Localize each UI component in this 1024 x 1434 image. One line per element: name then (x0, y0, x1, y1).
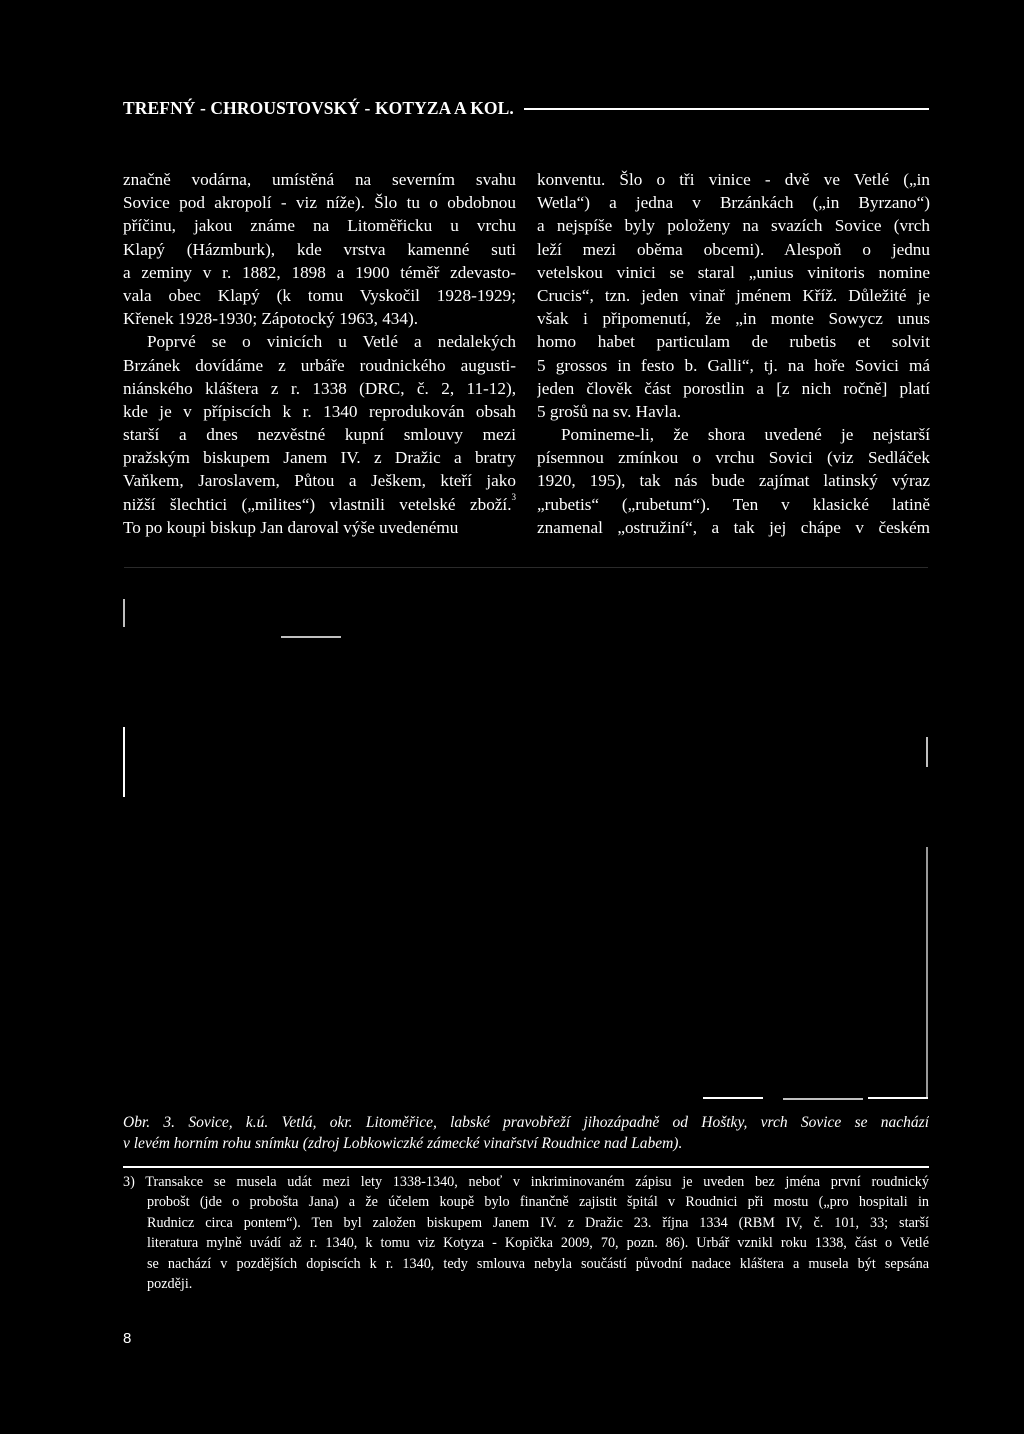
left-line: starší a dnes nezvěstné kupní smlouvy mezi (123, 425, 516, 445)
left-line: příčinu, jakou známe na Litoměřicku u vrchu (123, 216, 516, 236)
right-line: konventu. Šlo o tři vinice - dvě ve Vetlé („in (537, 170, 930, 189)
right-line: znamenal „ostružiní“, a tak jej chápe v českém (537, 517, 930, 537)
right-line: 5 grossos in festo b. Galli“, tj. na hoře Sovici má (537, 355, 930, 375)
right-line: vetelskou vinici se staral „unius vinitoris nomine (537, 262, 930, 282)
footnote-rule (123, 1166, 929, 1168)
right-line: písemnou zmínkou o vrchu Sovici (viz Sedláček (537, 448, 930, 468)
left-line: kde je v přípiscích k r. 1340 reprodukován obsah (123, 401, 516, 421)
footnote-line: 3) Transakce se musela udát mezi lety 1338-1340, neboť v inkriminovaném zápisu je uveden bez jména první roudnický (123, 1174, 929, 1190)
right-line: leží mezi oběma obcemi). Alespoň o jednu (537, 239, 930, 259)
caption-line: v levém horním rohu snímku (zdroj Lobkowiczké zámecké vinařství Roudnice nad Labem). (123, 1135, 683, 1152)
footnote-line: se nachází v pozdějších dopiscích k r. 1340, tedy smlouva nebyla součástí původní nadace kláštera a musela být sepsána (147, 1255, 929, 1272)
footnote-reference[interactable]: 3 (511, 492, 516, 502)
left-line: Klapý (Házmburk), kde vrstva kamenné suti (123, 239, 516, 259)
right-column (537, 168, 930, 539)
right-line: však i připomenutí, že „in monte Sowycz unus (537, 309, 930, 329)
left-line: niánského kláštera z r. 1338 (DRC, č. 2, 11-12), (123, 378, 516, 398)
footnote-line: později. (147, 1275, 193, 1292)
caption-line: Obr. 3. Sovice, k.ú. Vetlá, okr. Litoměřice, labské pravobřeží jihozápadně od Hoštky, vrch Sovice se nachází (123, 1114, 929, 1131)
left-line: pražským biskupem Janem IV. z Dražic a bratry (123, 448, 516, 468)
left-line: Brzánek dovídáme z urbáře roudnického augusti- (123, 355, 516, 375)
footnote-line: probošt (jde o probošta Jana) a že účelem koupě bylo finančně zajistit špitál v Roudnici při mostu („pro hospitali in (147, 1194, 929, 1211)
left-line: Sovice pod akropolí - viz níže). Šlo tu o obdobnou (123, 193, 516, 213)
left-line-text: nižší šlechtici („milites“) vlastnili vetelské zboží. (123, 494, 512, 514)
right-line: Wetla“) a jedna v Brzánkách („in Byrzano“) (537, 193, 930, 213)
left-line: vala obec Klapý (k tomu Vyskočil 1928-1929; (123, 285, 516, 305)
left-line: značně vodárna, umístěná na severním svahu (123, 170, 516, 189)
header-rule (524, 108, 929, 110)
right-line: Pomineme-li, že shora uvedené je nejstarší (561, 425, 930, 445)
left-column (123, 168, 516, 539)
footnote-line: literatura mylně uvádí až r. 1340, k tomu viz Kotyza - Kopička 2009, 70, pozn. 86). Urbář vznikl roku 1338, část o Vetlé (147, 1235, 929, 1252)
right-line: homo habet particulam de rubetis et solvit (537, 332, 930, 352)
right-line: Crucis“, tzn. jeden vinař jménem Kříž. Důležité je (537, 285, 930, 305)
right-line: jeden člověk část porostlin a [z nich ročně] platí (537, 378, 930, 398)
running-header (123, 96, 929, 120)
page-number: 8 (123, 1330, 132, 1347)
right-line: 1920, 195), tak nás bude zajímat latinský výraz (537, 471, 930, 491)
photo-frame-artifacts (123, 567, 929, 1102)
left-line: Poprvé se o vinicích u Vetlé a nedalekých (147, 332, 516, 352)
right-line: a nejspíše byly položeny na svazích Sovice (vrch (537, 216, 930, 236)
figure-caption (123, 1112, 929, 1154)
right-line: „rubetis“ („rubetum“). Ten v klasické latině (537, 494, 930, 514)
left-line: Vaňkem, Jaroslavem, Půtou a Ješkem, kteří jako (123, 471, 516, 491)
footnote-line: Rudnicz circa pontem“). Ten byl založen biskupem Janem IV. z Dražic 23. října 1334 (RBM IV, č. 101, 33; starší (147, 1214, 929, 1231)
right-line: 5 grošů na sv. Havla. (537, 401, 681, 421)
left-line: Křenek 1928-1930; Zápotocký 1963, 434). (123, 309, 418, 329)
left-line-with-ref (123, 493, 516, 516)
running-header-title: TREFNÝ - CHROUSTOVSKÝ - KOTYZA A KOL. (123, 97, 514, 118)
left-line: To po koupi biskup Jan daroval výše uvedenému (123, 517, 459, 537)
footnote (123, 1172, 929, 1294)
aerial-photo (123, 567, 929, 1102)
left-line: a zeminy v r. 1882, 1898 a 1900 téměř zdevasto- (123, 262, 516, 282)
